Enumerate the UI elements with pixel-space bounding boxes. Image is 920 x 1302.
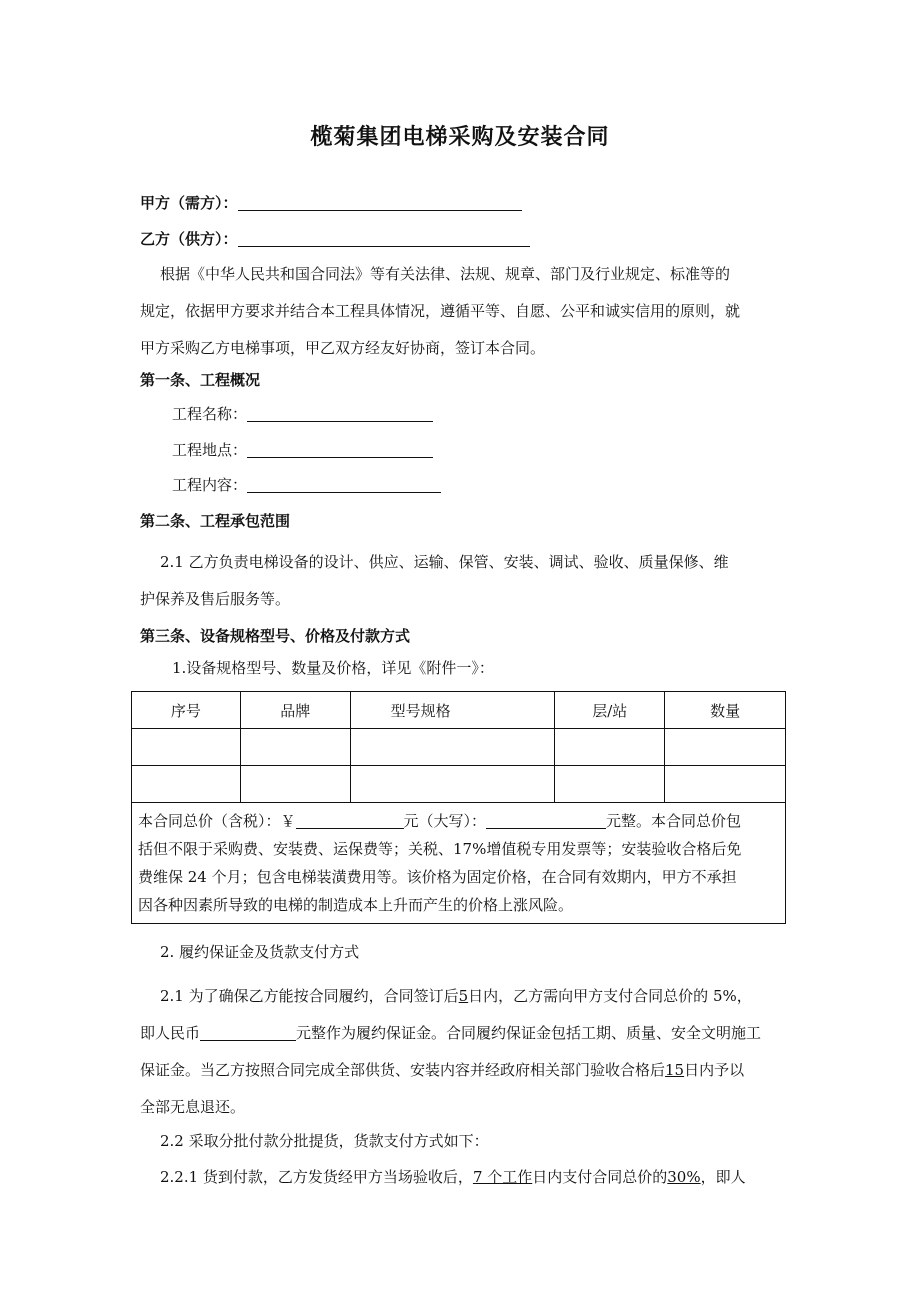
p21-line-2	[140, 1023, 761, 1043]
table-cell	[350, 729, 555, 766]
p21-text-d: 元整作为履约保证金。合同履约保证金包括工期、质量、安全文明施工	[296, 1024, 762, 1042]
p21-text-b: 日内，乙方需向甲方支付合同总价的 5%，	[468, 987, 752, 1005]
table-row	[132, 729, 786, 766]
total-suffix: 元整。本合同总价包	[606, 812, 742, 830]
project-name-blank	[247, 405, 433, 422]
p21-text-a: 2.1 为了确保乙方能按合同履约，合同签订后	[160, 987, 459, 1005]
project-content-label: 工程内容：	[172, 476, 248, 494]
table-row	[132, 766, 786, 803]
article1-heading: 第一条、工程概况	[140, 371, 261, 389]
p21-text-f: 日内予以	[684, 1061, 745, 1079]
total-line-2: 括但不限于采购费、安装费、运保费等；关税、17%增值税专用发票等；安装验收合格后免	[138, 840, 742, 858]
table-cell	[350, 766, 555, 803]
p221-text-a: 2.2.1 货到付款，乙方发货经甲方当场验收后，	[160, 1168, 473, 1186]
page-title: 榄菊集团电梯采购及安装合同	[310, 125, 610, 150]
p221-text-c: ，即人	[700, 1168, 746, 1186]
table-cell	[555, 766, 665, 803]
p221-percent: 30%	[667, 1168, 701, 1186]
total-amount-blank	[296, 812, 404, 829]
p21-line-1	[160, 986, 752, 1006]
header-index: 序号	[132, 692, 241, 729]
p22-line: 2.2 采取分批付款分批提货，货款支付方式如下：	[160, 1132, 489, 1150]
table-header-row	[132, 692, 786, 729]
project-location-label: 工程地点：	[172, 441, 248, 459]
project-content-row	[172, 475, 441, 495]
total-prefix: 本合同总价（含税）：￥	[138, 812, 296, 830]
table-cell	[240, 729, 350, 766]
p21-days2: 15	[665, 1061, 685, 1079]
project-location-row	[172, 440, 433, 460]
party-a-blank	[238, 194, 522, 211]
article3-item2: 2. 履约保证金及货款支付方式	[160, 943, 360, 961]
p21-text-e: 保证金。当乙方按照合同完成全部供货、安装内容并经政府相关部门验收合格后	[140, 1061, 666, 1079]
header-quantity: 数量	[665, 692, 786, 729]
table-cell	[132, 766, 241, 803]
header-brand: 品牌	[240, 692, 350, 729]
p221-days: 7 个工作	[472, 1168, 533, 1186]
total-price-cell	[132, 803, 786, 924]
total-price-row	[132, 803, 786, 924]
article2-p1-line2: 护保养及售后服务等。	[140, 590, 291, 608]
p221-text-b: 日内支付合同总价的	[532, 1168, 668, 1186]
party-b-blank	[238, 230, 530, 247]
intro-line-2: 规定，依据甲方要求并结合本工程具体情况，遵循平等、自愿、公平和诚实信用的原则，就	[140, 302, 741, 320]
total-mid: 元（大写）：	[403, 812, 487, 830]
table-cell	[132, 729, 241, 766]
party-b-row	[140, 229, 530, 249]
project-name-row	[172, 404, 433, 424]
table-cell	[240, 766, 350, 803]
party-a-label: 甲方（需方）：	[140, 194, 238, 212]
table-cell	[665, 729, 786, 766]
header-model: 型号规格	[350, 692, 555, 729]
project-name-label: 工程名称：	[172, 405, 248, 423]
p221-line	[160, 1167, 746, 1187]
p21-line-3	[140, 1060, 744, 1080]
total-line-1	[138, 807, 779, 835]
total-words-blank	[486, 812, 606, 829]
p21-text-c: 即人民币	[140, 1024, 201, 1042]
table-cell	[555, 729, 665, 766]
total-line-3: 费维保 24 个月；包含电梯装潢费用等。该价格为固定价格，在合同有效期内，甲方不承担	[138, 868, 737, 886]
article2-heading: 第二条、工程承包范围	[140, 512, 291, 530]
party-b-label: 乙方（供方）：	[140, 230, 238, 248]
header-floors: 层/站	[555, 692, 665, 729]
table-cell	[665, 766, 786, 803]
article3-item1: 1.设备规格型号、数量及价格，详见《附件一》：	[172, 659, 494, 677]
p21-line-4: 全部无息退还。	[140, 1098, 246, 1116]
intro-line-1: 根据《中华人民共和国合同法》等有关法律、法规、规章、部门及行业规定、标准等的	[160, 265, 731, 283]
equipment-table	[131, 691, 786, 924]
p21-days: 5	[458, 987, 469, 1005]
project-content-blank	[247, 476, 441, 493]
total-line-4: 因各种因素所导致的电梯的制造成本上升而产生的价格上涨风险。	[138, 896, 574, 914]
party-a-row	[140, 193, 522, 213]
article2-p1-line1: 2.1 乙方负责电梯设备的设计、供应、运输、保管、安装、调试、验收、质量保修、维	[160, 553, 729, 571]
deposit-amount-blank	[200, 1024, 296, 1041]
article3-heading: 第三条、设备规格型号、价格及付款方式	[140, 627, 411, 645]
project-location-blank	[247, 441, 433, 458]
intro-line-3: 甲方采购乙方电梯事项，甲乙双方经友好协商，签订本合同。	[140, 339, 546, 357]
